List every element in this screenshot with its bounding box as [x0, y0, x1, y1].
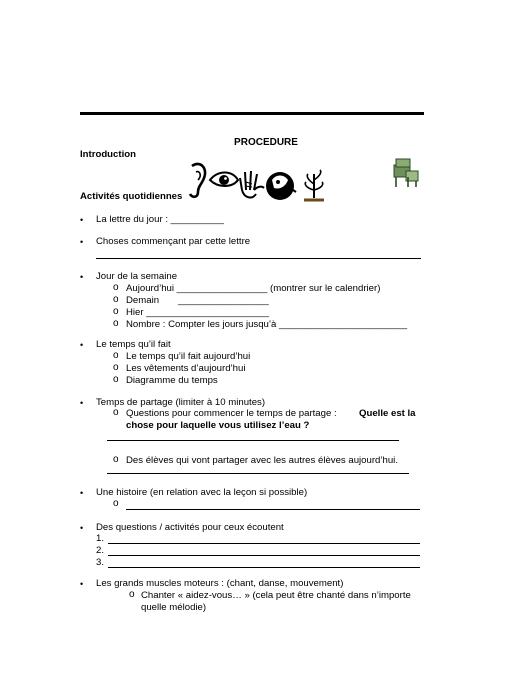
- today-item: Aujourd’hui _________________ (montrer sur le calendrier): [126, 283, 381, 294]
- sub-bullet: o: [129, 589, 135, 600]
- sing-item-line2: quelle mélodie): [141, 602, 207, 613]
- top-rule: [80, 112, 424, 115]
- bullet: •: [80, 488, 84, 498]
- weather-diagram: Diagramme du temps: [126, 375, 218, 386]
- bullet: •: [80, 398, 84, 408]
- sharing-students: Des élèves qui vont partager avec les autres élèves aujourd’hui.: [126, 455, 398, 466]
- bullet: •: [80, 272, 84, 282]
- tomorrow-blank: _________________: [178, 295, 269, 306]
- letter-of-day: La lettre du jour : __________: [96, 214, 225, 225]
- bullet: •: [80, 237, 84, 247]
- blank-line: [108, 555, 420, 556]
- bullet: •: [80, 523, 84, 533]
- blank-line: [108, 543, 420, 544]
- sub-bullet: o: [113, 498, 119, 509]
- day-of-week: Jour de la semaine: [96, 271, 178, 282]
- gross-motor-heading: Les grands muscles moteurs : (chant, danse, mouvement): [96, 578, 344, 589]
- senses-icons: [186, 160, 326, 204]
- sharing-time: Temps de partage (limiter à 10 minutes): [96, 397, 266, 408]
- blank-line: [107, 440, 399, 441]
- sub-bullet: o: [113, 407, 119, 418]
- eye-icon: [210, 173, 238, 187]
- tomorrow-item: Demain: [126, 295, 160, 306]
- number-2: 2.: [96, 545, 105, 556]
- blank-line: [96, 258, 421, 259]
- ear-icon: [190, 164, 205, 197]
- plant-icon: [304, 170, 324, 200]
- sub-bullet: o: [113, 362, 119, 373]
- sub-bullet: o: [113, 294, 119, 305]
- weather-heading: Le temps qu’il fait: [96, 339, 171, 350]
- bullet: •: [80, 340, 84, 350]
- sub-bullet: o: [113, 318, 119, 329]
- clothes-today: Les vêtements d’aujourd’hui: [126, 363, 246, 374]
- daily-activities-heading: Activités quotidiennes: [80, 191, 183, 202]
- hand-icon: [240, 171, 264, 197]
- sing-item-line1: Chanter « aidez-vous… » (cela peut être chanté dans n’importe: [141, 590, 411, 601]
- sub-bullet: o: [113, 350, 119, 361]
- number-1: 1.: [96, 533, 105, 544]
- weather-today: Le temps qu’il fait aujourd’hui: [126, 351, 251, 362]
- sub-bullet: o: [113, 454, 119, 465]
- head-icon: [266, 172, 296, 200]
- page-title: PROCEDURE: [234, 137, 298, 148]
- blank-line: [126, 509, 420, 510]
- bullet: •: [80, 215, 84, 225]
- things-starting-letter: Choses commençant par cette lettre: [96, 236, 251, 247]
- introduction-heading: Introduction: [80, 149, 136, 160]
- sharing-question-bold-1: Quelle est la: [359, 408, 416, 419]
- blank-line: [108, 567, 420, 568]
- sharing-question-bold-2: chose pour laquelle vous utilisez l’eau ?: [126, 420, 310, 431]
- yesterday-item: Hier _______________________: [126, 307, 269, 318]
- sharing-questions: Questions pour commencer le temps de partage :: [126, 408, 337, 419]
- chair-icon: [390, 157, 422, 189]
- bullet: •: [80, 579, 84, 589]
- sub-bullet: o: [113, 306, 119, 317]
- number-3: 3.: [96, 557, 105, 568]
- count-days-item: Nombre : Compter les jours jusqu’à ________________________: [126, 319, 408, 330]
- questions-heading: Des questions / activités pour ceux écoutent: [96, 522, 284, 533]
- story-heading: Une histoire (en relation avec la leçon si possible): [96, 487, 308, 498]
- sub-bullet: o: [113, 282, 119, 293]
- sub-bullet: o: [113, 374, 119, 385]
- blank-line: [107, 473, 409, 474]
